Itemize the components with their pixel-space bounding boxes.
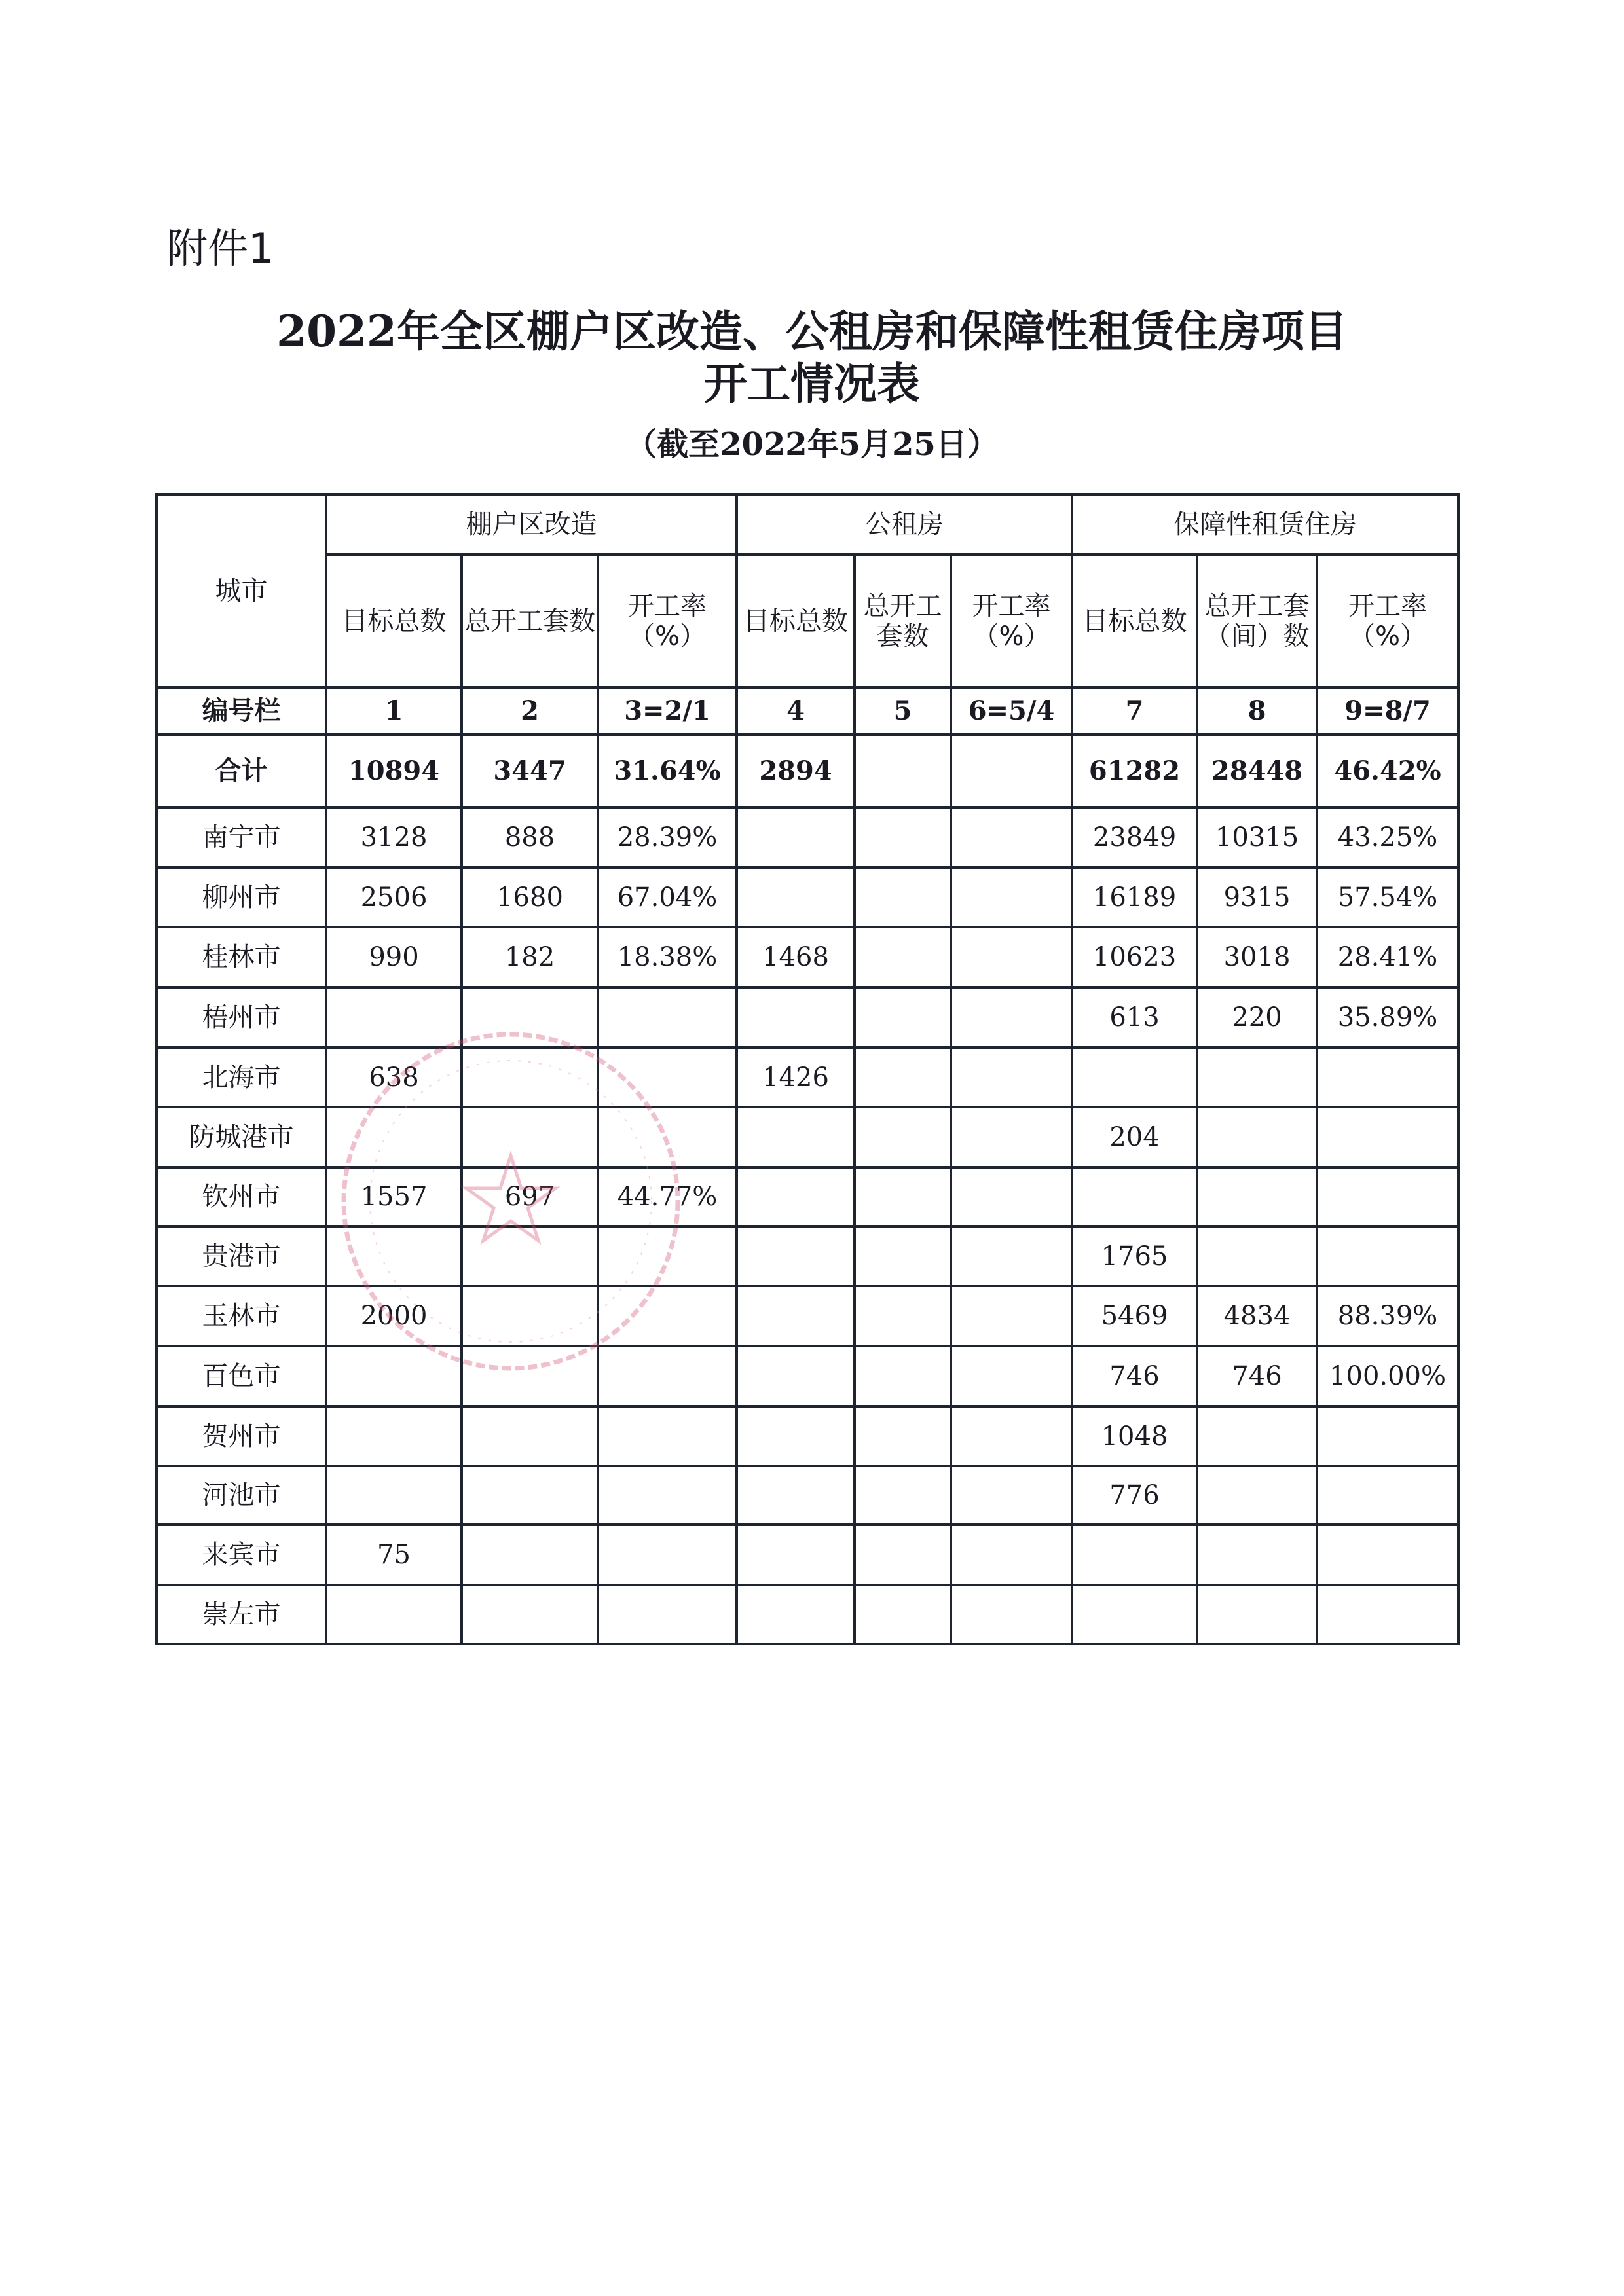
- data-cell: 1468: [737, 927, 855, 987]
- data-cell: [951, 1466, 1072, 1525]
- data-cell: [737, 1226, 855, 1286]
- data-cell: 5469: [1072, 1286, 1197, 1346]
- data-cell: [462, 1286, 598, 1346]
- table-row: [157, 927, 1458, 987]
- data-cell: [737, 1466, 855, 1525]
- data-cell: 1765: [1072, 1226, 1197, 1286]
- data-cell: 220: [1197, 987, 1317, 1048]
- data-cell: 10623: [1072, 927, 1197, 987]
- column-number: 4: [737, 687, 855, 735]
- data-cell: [1197, 1048, 1317, 1107]
- total-cell: 2894: [737, 735, 855, 807]
- data-cell: [737, 807, 855, 867]
- data-cell: [598, 1048, 737, 1107]
- city-name: 柳州市: [157, 867, 326, 927]
- total-cell: 46.42%: [1317, 735, 1458, 807]
- data-cell: [951, 1048, 1072, 1107]
- data-cell: 88.39%: [1317, 1286, 1458, 1346]
- data-cell: 697: [462, 1167, 598, 1226]
- data-cell: [1072, 1167, 1197, 1226]
- data-cell: 1557: [326, 1167, 462, 1226]
- total-cell: [951, 735, 1072, 807]
- data-cell: [462, 1406, 598, 1466]
- data-cell: [1072, 1048, 1197, 1107]
- data-cell: [855, 1167, 951, 1226]
- data-cell: [951, 1406, 1072, 1466]
- data-cell: [462, 1585, 598, 1644]
- city-name: 河池市: [157, 1466, 326, 1525]
- data-cell: [855, 1286, 951, 1346]
- document-title-line1: 2022年全区棚户区改造、公租房和保障性租赁住房项目: [276, 306, 1348, 357]
- column-number: 8: [1197, 687, 1317, 735]
- data-cell: [462, 1525, 598, 1585]
- data-cell: 3018: [1197, 927, 1317, 987]
- data-cell: 638: [326, 1048, 462, 1107]
- table-row: [157, 1406, 1458, 1466]
- column-header: 总开工套数: [462, 555, 598, 687]
- data-cell: [737, 1107, 855, 1167]
- data-cell: [737, 1585, 855, 1644]
- total-label: 合计: [157, 735, 326, 807]
- data-cell: [462, 1346, 598, 1406]
- data-cell: 100.00%: [1317, 1346, 1458, 1406]
- total-cell: 10894: [326, 735, 462, 807]
- data-cell: [737, 987, 855, 1048]
- data-cell: [1317, 1525, 1458, 1585]
- table-row: [157, 1286, 1458, 1346]
- data-cell: [855, 1585, 951, 1644]
- data-cell: [1197, 1107, 1317, 1167]
- total-cell: 31.64%: [598, 735, 737, 807]
- data-cell: 67.04%: [598, 867, 737, 927]
- table-row: [157, 1525, 1458, 1585]
- data-cell: 746: [1072, 1346, 1197, 1406]
- column-number: 1: [326, 687, 462, 735]
- column-number: 6=5/4: [951, 687, 1072, 735]
- table-row: [157, 1226, 1458, 1286]
- data-cell: [1317, 1226, 1458, 1286]
- column-header: 目标总数: [326, 555, 462, 687]
- data-cell: [855, 1048, 951, 1107]
- data-cell: [737, 1406, 855, 1466]
- data-cell: [855, 1226, 951, 1286]
- data-cell: [1072, 1585, 1197, 1644]
- header-group-shantytown: 棚户区改造: [326, 494, 737, 555]
- column-header: 总开工套数: [855, 555, 951, 687]
- data-cell: 888: [462, 807, 598, 867]
- column-header: 开工率（%）: [598, 555, 737, 687]
- data-cell: [1197, 1167, 1317, 1226]
- total-row: [157, 735, 1458, 807]
- data-cell: 44.77%: [598, 1167, 737, 1226]
- data-cell: 204: [1072, 1107, 1197, 1167]
- header-column-row: [157, 555, 1458, 687]
- data-cell: [951, 1525, 1072, 1585]
- header-group-row: [157, 494, 1458, 555]
- data-cell: [462, 1107, 598, 1167]
- data-cell: [951, 1167, 1072, 1226]
- city-name: 南宁市: [157, 807, 326, 867]
- data-cell: 1426: [737, 1048, 855, 1107]
- data-cell: [598, 1107, 737, 1167]
- data-cell: [737, 1167, 855, 1226]
- column-header: 目标总数: [1072, 555, 1197, 687]
- data-cell: [326, 987, 462, 1048]
- data-cell: [1317, 1466, 1458, 1525]
- column-number: 2: [462, 687, 598, 735]
- header-group-affordable-rental: 保障性租赁住房: [1072, 494, 1458, 555]
- data-cell: [462, 987, 598, 1048]
- data-cell: [855, 807, 951, 867]
- data-cell: [326, 1107, 462, 1167]
- number-row: [157, 687, 1458, 735]
- data-cell: 2506: [326, 867, 462, 927]
- data-cell: 16189: [1072, 867, 1197, 927]
- data-cell: 35.89%: [1317, 987, 1458, 1048]
- table-row: [157, 987, 1458, 1048]
- data-cell: [326, 1346, 462, 1406]
- data-cell: [855, 1525, 951, 1585]
- data-cell: [326, 1585, 462, 1644]
- data-cell: [1317, 1585, 1458, 1644]
- data-cell: [326, 1226, 462, 1286]
- data-cell: [1317, 1406, 1458, 1466]
- data-cell: [326, 1406, 462, 1466]
- data-cell: 57.54%: [1317, 867, 1458, 927]
- column-number: 3=2/1: [598, 687, 737, 735]
- data-cell: [737, 867, 855, 927]
- column-header: 开工率（%）: [951, 555, 1072, 687]
- data-cell: [951, 927, 1072, 987]
- data-cell: 990: [326, 927, 462, 987]
- data-cell: [951, 867, 1072, 927]
- table-row: [157, 1346, 1458, 1406]
- data-cell: [951, 987, 1072, 1048]
- data-cell: [855, 1346, 951, 1406]
- total-cell: 61282: [1072, 735, 1197, 807]
- city-name: 防城港市: [157, 1107, 326, 1167]
- city-name: 贵港市: [157, 1226, 326, 1286]
- data-cell: 18.38%: [598, 927, 737, 987]
- data-cell: [1317, 1107, 1458, 1167]
- data-cell: 10315: [1197, 807, 1317, 867]
- data-cell: [598, 1466, 737, 1525]
- data-cell: [855, 1466, 951, 1525]
- data-cell: [737, 1346, 855, 1406]
- data-cell: [1197, 1226, 1317, 1286]
- table-row: [157, 1167, 1458, 1226]
- data-cell: [951, 807, 1072, 867]
- data-cell: [462, 1226, 598, 1286]
- total-cell: 3447: [462, 735, 598, 807]
- data-cell: 9315: [1197, 867, 1317, 927]
- attachment-label: 附件1: [167, 225, 274, 272]
- data-cell: 182: [462, 927, 598, 987]
- data-cell: [598, 1346, 737, 1406]
- data-cell: [737, 1286, 855, 1346]
- data-cell: [951, 1346, 1072, 1406]
- city-name: 来宾市: [157, 1525, 326, 1585]
- header-city: 城市: [157, 494, 326, 687]
- column-number: 9=8/7: [1317, 687, 1458, 735]
- data-cell: 28.39%: [598, 807, 737, 867]
- data-cell: [598, 1406, 737, 1466]
- data-cell: [855, 987, 951, 1048]
- data-cell: 613: [1072, 987, 1197, 1048]
- data-cell: [855, 1107, 951, 1167]
- total-cell: 28448: [1197, 735, 1317, 807]
- city-name: 玉林市: [157, 1286, 326, 1346]
- data-cell: [951, 1286, 1072, 1346]
- data-cell: [598, 1286, 737, 1346]
- data-cell: [855, 927, 951, 987]
- data-cell: 1048: [1072, 1406, 1197, 1466]
- table-row: [157, 1107, 1458, 1167]
- data-cell: [951, 1107, 1072, 1167]
- data-cell: [462, 1048, 598, 1107]
- document-title-line2: 开工情况表: [704, 358, 920, 409]
- data-cell: [1317, 1048, 1458, 1107]
- data-cell: 776: [1072, 1466, 1197, 1525]
- data-cell: 43.25%: [1317, 807, 1458, 867]
- data-cell: 2000: [326, 1286, 462, 1346]
- column-header: 目标总数: [737, 555, 855, 687]
- data-cell: 4834: [1197, 1286, 1317, 1346]
- city-name: 崇左市: [157, 1585, 326, 1644]
- data-cell: [951, 1226, 1072, 1286]
- header-group-public-rental: 公租房: [737, 494, 1072, 555]
- data-cell: [1197, 1406, 1317, 1466]
- data-cell: [1197, 1525, 1317, 1585]
- table-row: [157, 807, 1458, 867]
- data-cell: 28.41%: [1317, 927, 1458, 987]
- data-cell: 3128: [326, 807, 462, 867]
- table-row: [157, 1466, 1458, 1525]
- column-header: 开工率（%）: [1317, 555, 1458, 687]
- document-subtitle: （截至2022年5月25日）: [625, 426, 999, 463]
- table-row: [157, 1585, 1458, 1644]
- data-cell: [1072, 1525, 1197, 1585]
- total-cell: [855, 735, 951, 807]
- data-cell: 746: [1197, 1346, 1317, 1406]
- data-cell: [737, 1525, 855, 1585]
- data-cell: [598, 1525, 737, 1585]
- data-cell: [1197, 1585, 1317, 1644]
- data-cell: [326, 1466, 462, 1525]
- data-cell: 23849: [1072, 807, 1197, 867]
- city-name: 桂林市: [157, 927, 326, 987]
- data-cell: [951, 1585, 1072, 1644]
- data-cell: [598, 1226, 737, 1286]
- data-cell: [598, 987, 737, 1048]
- data-cell: [1197, 1466, 1317, 1525]
- table-row: [157, 1048, 1458, 1107]
- data-cell: [462, 1466, 598, 1525]
- city-name: 百色市: [157, 1346, 326, 1406]
- data-cell: 1680: [462, 867, 598, 927]
- data-cell: [1317, 1167, 1458, 1226]
- data-cell: [598, 1585, 737, 1644]
- column-number: 5: [855, 687, 951, 735]
- number-row-label: 编号栏: [157, 687, 326, 735]
- data-cell: 75: [326, 1525, 462, 1585]
- city-name: 梧州市: [157, 987, 326, 1048]
- city-name: 北海市: [157, 1048, 326, 1107]
- city-name: 钦州市: [157, 1167, 326, 1226]
- data-cell: [855, 867, 951, 927]
- data-cell: [855, 1406, 951, 1466]
- column-header: 总开工套（间）数: [1197, 555, 1317, 687]
- table-row: [157, 867, 1458, 927]
- construction-status-table: [155, 493, 1460, 1645]
- city-name: 贺州市: [157, 1406, 326, 1466]
- column-number: 7: [1072, 687, 1197, 735]
